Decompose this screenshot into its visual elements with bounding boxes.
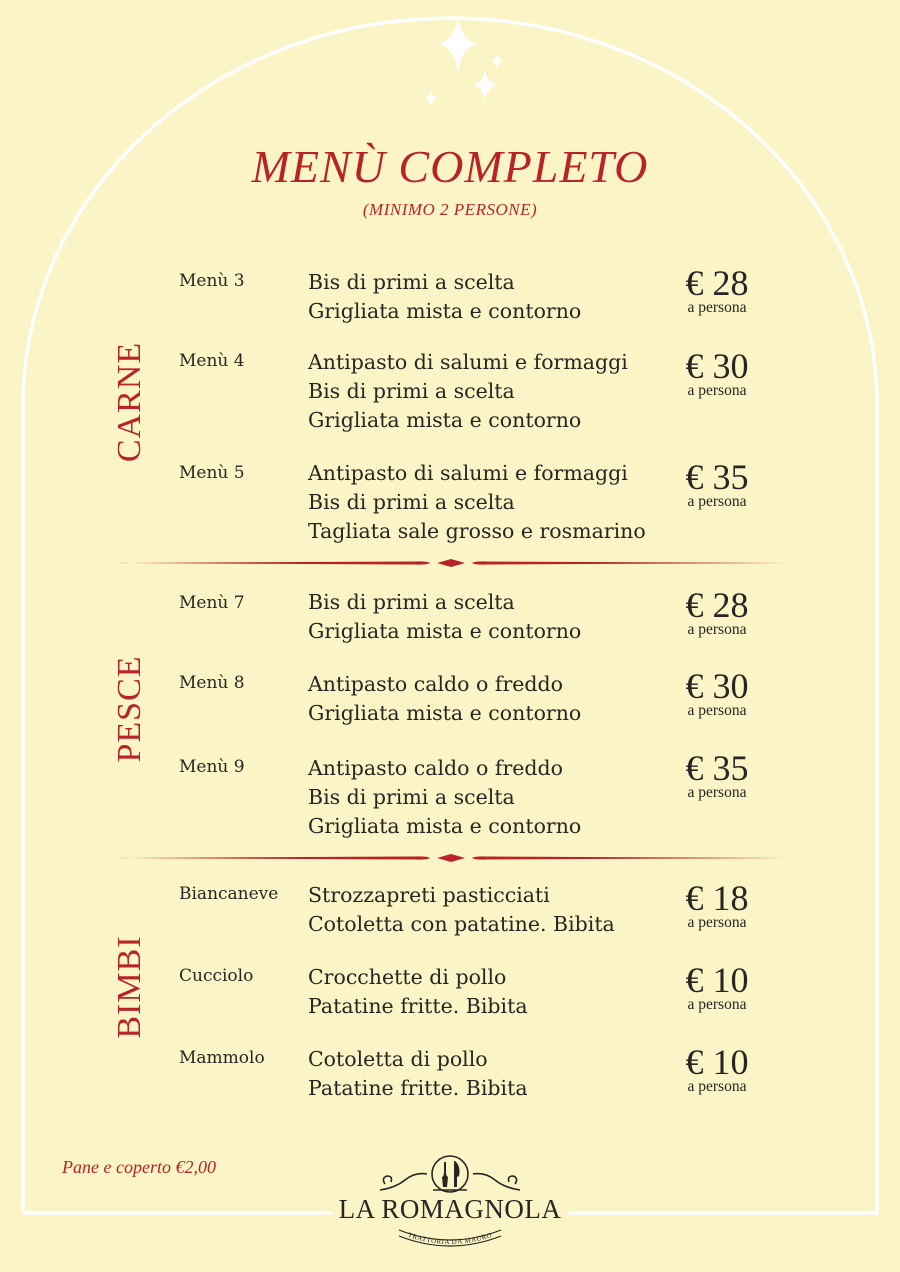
menu-price: [662, 263, 772, 316]
price-unit: a persona: [687, 784, 747, 801]
menu-dishes: [308, 268, 581, 326]
price-amount: € 35: [685, 457, 749, 497]
menu-dishes: [308, 348, 628, 435]
price-unit: a persona: [687, 996, 747, 1013]
price-amount: € 10: [685, 960, 749, 1000]
section-label-carne: CARNE: [111, 341, 148, 463]
logo-name: LA ROMAGNOLA: [338, 1194, 562, 1224]
menu-dishes: [308, 963, 528, 1021]
price-unit: a persona: [687, 621, 747, 638]
price-unit: a persona: [687, 1078, 747, 1095]
menu-price: [662, 878, 772, 931]
section-label-bimbi: BIMBI: [111, 935, 148, 1039]
sparkle-stars: [0, 0, 900, 140]
price-amount: € 28: [685, 585, 749, 625]
small-star-icon: [425, 89, 437, 107]
menu-name: Menù 5: [179, 463, 245, 483]
price-unit: a persona: [687, 914, 747, 931]
menu-price: [662, 585, 772, 638]
menu-dishes: [308, 459, 646, 546]
menu-price: [662, 346, 772, 399]
price-unit: a persona: [687, 702, 747, 719]
page-title: MENÙ COMPLETO: [251, 141, 649, 192]
svg-text:TRATTORIA DA MAURO: [407, 1231, 493, 1246]
small-star-icon: [491, 53, 503, 69]
medium-star-icon: [473, 68, 497, 102]
menu-dishes: [308, 670, 581, 728]
dish-line: Crocchette di pollo: [308, 965, 507, 989]
dish-line: Grigliata mista e contorno: [308, 408, 582, 432]
dish-line: Antipasto caldo o freddo: [308, 672, 563, 696]
section-divider: [115, 851, 787, 865]
restaurant-logo: [330, 1150, 570, 1255]
menu-name: Cucciolo: [179, 966, 254, 986]
dish-line: Bis di primi a scelta: [308, 785, 515, 809]
menu-dishes: [308, 881, 615, 939]
large-star-icon: [438, 14, 478, 74]
dish-line: Cotoletta con patatine. Bibita: [308, 912, 615, 936]
dish-line: Bis di primi a scelta: [308, 379, 515, 403]
price-amount: € 30: [685, 666, 749, 706]
dish-line: Strozzapreti pasticciati: [308, 883, 550, 907]
menu-dishes: [308, 1045, 528, 1103]
section-label-pesce: PESCE: [111, 655, 148, 763]
price-amount: € 35: [685, 748, 749, 788]
menu-name: Menù 9: [179, 757, 245, 777]
menu-price: [662, 666, 772, 719]
menu-dishes: [308, 754, 581, 841]
menu-price: [662, 1042, 772, 1095]
dish-line: Patatine fritte. Bibita: [308, 994, 528, 1018]
dish-line: Grigliata mista e contorno: [308, 701, 582, 725]
price-amount: € 10: [685, 1042, 749, 1082]
dish-line: Patatine fritte. Bibita: [308, 1076, 528, 1100]
dish-line: Bis di primi a scelta: [308, 490, 515, 514]
dish-line: Antipasto caldo o freddo: [308, 756, 563, 780]
dish-line: Antipasto di salumi e formaggi: [308, 461, 628, 485]
menu-name: Menù 8: [179, 673, 245, 693]
menu-name: Mammolo: [179, 1048, 265, 1068]
menu-dishes: [308, 588, 581, 646]
dish-line: Cotoletta di pollo: [308, 1047, 488, 1071]
menu-price: [662, 960, 772, 1013]
cover-charge-note: Pane e coperto €2,00: [62, 1157, 216, 1177]
section-divider: [115, 556, 787, 570]
menu-name: Menù 4: [179, 351, 245, 371]
price-unit: a persona: [687, 299, 747, 316]
price-amount: € 28: [685, 263, 749, 303]
page-subtitle: (MINIMO 2 PERSONE): [362, 200, 538, 219]
logo-ribbon: [395, 1226, 505, 1254]
dish-line: Grigliata mista e contorno: [308, 619, 582, 643]
menu-price: [662, 457, 772, 510]
logo-tagline: TRATTORIA DA MAURO: [406, 1230, 494, 1247]
dish-line: Grigliata mista e contorno: [308, 814, 582, 838]
menu-name: Biancaneve: [179, 884, 279, 904]
dish-line: Bis di primi a scelta: [308, 270, 515, 294]
dish-line: Antipasto di salumi e formaggi: [308, 350, 628, 374]
menu-name: Menù 7: [179, 593, 245, 613]
price-amount: € 30: [685, 346, 749, 386]
menu-price: [662, 748, 772, 801]
fork-knife-plate-icon: [375, 1150, 525, 1196]
price-unit: a persona: [687, 493, 747, 510]
menu-name: Menù 3: [179, 271, 245, 291]
dish-line: Tagliata sale grosso e rosmarino: [308, 519, 646, 543]
dish-line: Bis di primi a scelta: [308, 590, 515, 614]
price-amount: € 18: [685, 878, 749, 918]
dish-line: Grigliata mista e contorno: [308, 299, 582, 323]
price-unit: a persona: [687, 382, 747, 399]
